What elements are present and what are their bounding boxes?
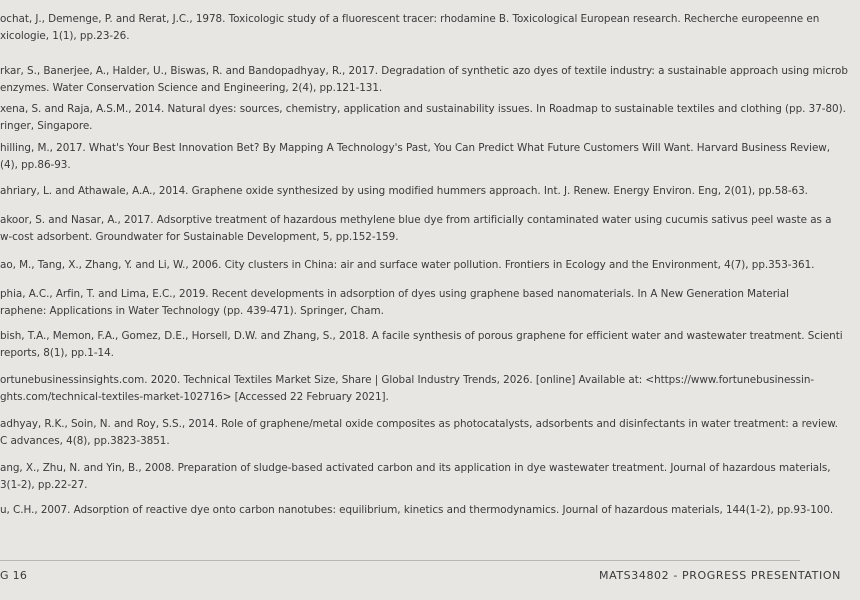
reference-line: ochat, J., Demenge, P. and Rerat, J.C., 1978. Toxicologic study of a fluorescent tracer: rhodamine B. Toxicological European research. Recherche europeenne en — [0, 13, 820, 25]
reference-line: ao, M., Tang, X., Zhang, Y. and Li, W., 2006. City clusters in China: air and surface water pollution. Frontiers in Ecology and the Environment, 4(7), pp.353-361. — [0, 259, 815, 271]
reference-line: w-cost adsorbent. Groundwater for Sustainable Development, 5, pp.152-159. — [0, 230, 399, 243]
reference-line: xena, S. and Raja, A.S.M., 2014. Natural dyes: sources, chemistry, application and sustainability issues. In Roadmap to sustainable textiles and clothing (pp. 37-80). — [0, 103, 846, 115]
reference-entry — [0, 11, 860, 44]
reference-line: 3(1-2), pp.22-27. — [0, 478, 88, 491]
reference-entry — [0, 328, 860, 361]
reference-line: u, C.H., 2007. Adsorption of reactive dye onto carbon nanotubes: equilibrium, kinetics and thermodynamics. Journal of hazardous materials, 144(1-2), pp.93-100. — [0, 504, 834, 516]
reference-line: phia, A.C., Arfin, T. and Lima, E.C., 2019. Recent developments in adsorption of dyes using graphene based nanomaterials. In A New Generation Material — [0, 288, 789, 300]
reference-line: ghts.com/technical-textiles-market-102716> [Accessed 22 February 2021]. — [0, 390, 389, 403]
reference-entry — [0, 183, 860, 200]
reference-line: hilling, M., 2017. What's Your Best Innovation Bet? By Mapping A Technology's Past, You Can Predict What Future Customers Will Want. Harvard Business Review, — [0, 142, 831, 154]
reference-entry — [0, 257, 860, 274]
reference-entry — [0, 212, 860, 245]
reference-line: ang, X., Zhu, N. and Yin, B., 2008. Preparation of sludge-based activated carbon and its application in dye wastewater treatment. Journal of hazardous materials, — [0, 462, 831, 474]
reference-line: ortunebusinessinsights.com. 2020. Technical Textiles Market Size, Share | Global Industry Trends, 2026. [online] Available at: <https://www.fortunebusinessin- — [0, 374, 815, 386]
reference-line: rkar, S., Banerjee, A., Halder, U., Biswas, R. and Bandopadhyay, R., 2017. Degradation of synthetic azo dyes of textile industry: a sustainable approach using microb — [0, 65, 848, 77]
reference-line: xicologie, 1(1), pp.23-26. — [0, 29, 130, 42]
reference-entry — [0, 416, 860, 449]
reference-entry — [0, 101, 860, 134]
reference-entry — [0, 460, 860, 493]
reference-line: ahriary, L. and Athawale, A.A., 2014. Graphene oxide synthesized by using modified hummers approach. Int. J. Renew. Energy Environ. Eng, 2(01), pp.58-63. — [0, 185, 808, 197]
page-number: G 16 — [0, 569, 28, 582]
reference-line: (4), pp.86-93. — [0, 158, 71, 171]
reference-entry — [0, 63, 860, 96]
reference-line: adhyay, R.K., Soin, N. and Roy, S.S., 2014. Role of graphene/metal oxide composites as photocatalysts, adsorbents and disinfectants in water treatment: a review. — [0, 418, 838, 430]
reference-line: ringer, Singapore. — [0, 119, 93, 132]
footer-divider — [0, 560, 800, 561]
reference-line: akoor, S. and Nasar, A., 2017. Adsorptive treatment of hazardous methylene blue dye from artificially contaminated water using cucumis sativus peel waste as a — [0, 214, 832, 226]
reference-line: C advances, 4(8), pp.3823-3851. — [0, 434, 170, 447]
reference-line: bish, T.A., Memon, F.A., Gomez, D.E., Horsell, D.W. and Zhang, S., 2018. A facile synthesis of porous graphene for efficient water and wastewater treatment. Scienti — [0, 330, 843, 342]
reference-entry — [0, 140, 860, 173]
reference-entry — [0, 502, 860, 519]
presentation-title: MATS34802 - PROGRESS PRESENTATION — [599, 569, 841, 582]
reference-line: raphene: Applications in Water Technology (pp. 439-471). Springer, Cham. — [0, 304, 384, 317]
reference-entry — [0, 372, 860, 405]
reference-line: reports, 8(1), pp.1-14. — [0, 346, 114, 359]
reference-entry — [0, 286, 860, 319]
reference-line: enzymes. Water Conservation Science and Engineering, 2(4), pp.121-131. — [0, 81, 383, 94]
